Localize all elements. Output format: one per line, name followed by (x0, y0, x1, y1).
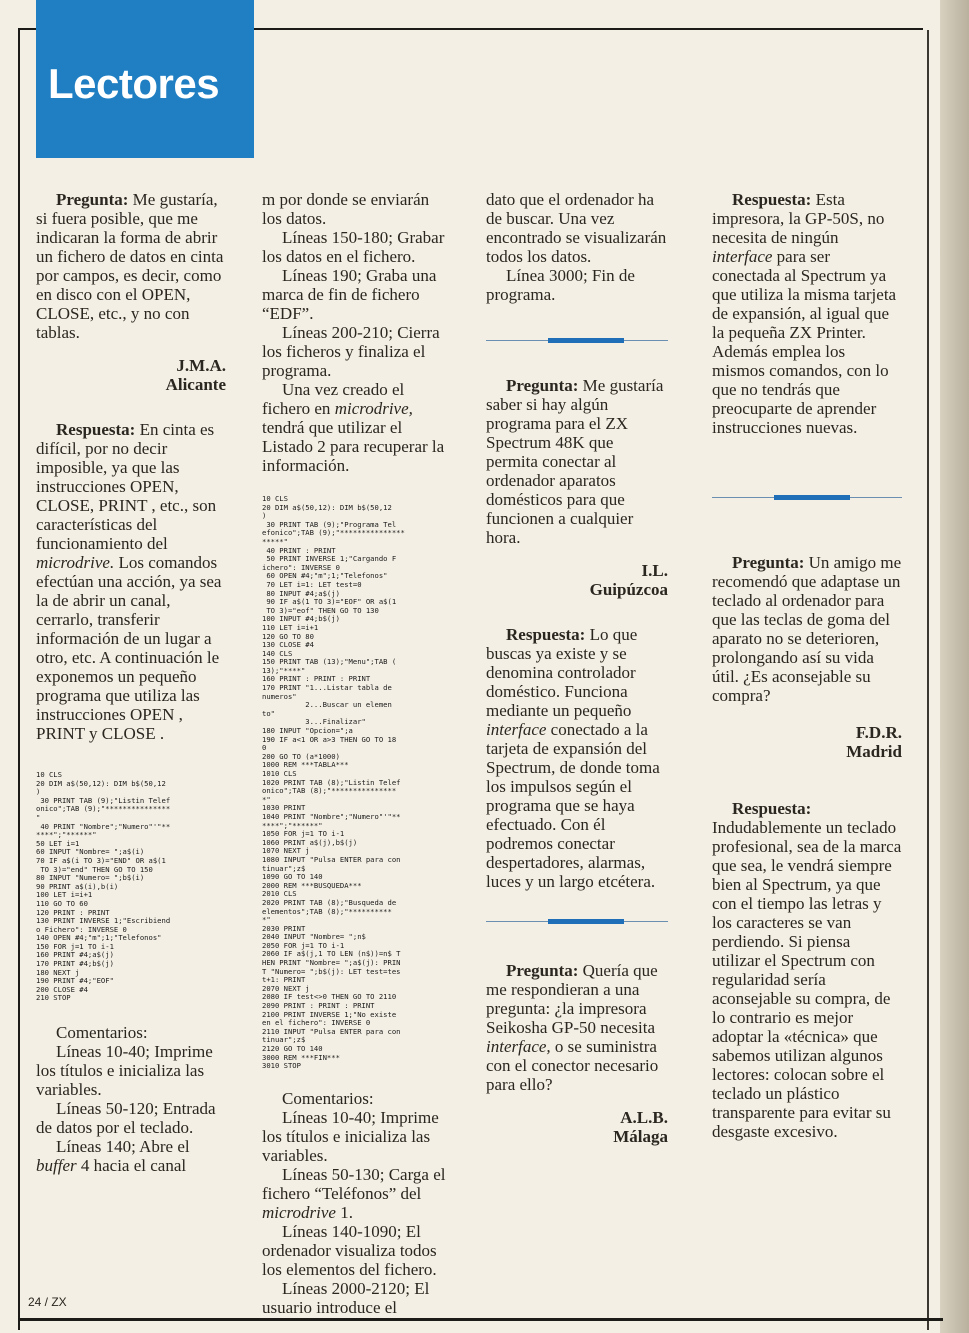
section-divider (486, 330, 668, 350)
page-number: 24 / ZX (28, 1295, 67, 1309)
answer-italic: microdrive. (36, 553, 115, 572)
comment-italic: microdrive (262, 1202, 336, 1222)
signature-initials: I.L. (641, 561, 668, 580)
comments-heading: Comentarios: (282, 1088, 374, 1108)
comment-text: 4 hacia el canal (76, 1156, 187, 1176)
signature-city: Guipúzcoa (589, 580, 668, 599)
section-divider (486, 911, 668, 931)
comment-text: 1. (335, 1202, 353, 1222)
answer-text: Lo que buscas ya existe y se denomina controlador doméstico. Funciona mediante un pequeño (486, 625, 638, 720)
question-text: Un amigo me recomendó que adaptase un teclado al ordenador para que las teclas de goma del aparato no se deterioren, prolongando así su vida útil. ¿Es aconsejable su compra? (712, 553, 902, 705)
paragraph: Línea 3000; Fin de programa. (486, 266, 635, 304)
answer-text: Esta impresora, la GP-50S, no necesita de ningún (712, 190, 885, 247)
column-1 (36, 190, 226, 1175)
comment-text: Líneas 50-130; Carga el fichero “Teléfonos” del (262, 1164, 446, 1203)
bottom-rule (18, 1318, 943, 1321)
signature-city: Madrid (846, 742, 902, 761)
answer-2 (486, 625, 668, 891)
right-rule (927, 30, 929, 1330)
question-3 (486, 961, 668, 1094)
comment-line: Líneas 2000-2120; El usuario introduce el (262, 1278, 430, 1317)
answer-1 (36, 420, 226, 743)
answer-text-cont: Los comandos efectúan una acción, ya sea la de abrir un canal, cerrarlo, transferir información de un lugar a otro, etc. A continuación le exponemos un pequeño programa que utiliza las instrucciones OPEN , PRINT y CLOSE . (36, 553, 222, 743)
answer-4 (712, 799, 902, 1141)
question-text: Me gustaría saber si hay algún programa para el ZX Spectrum 48K que permita conectar al ordenador aparatos domésticos para que funcionen a cualquier hora. (486, 376, 664, 547)
question-2 (486, 376, 668, 547)
paragraph: Líneas 150-180; Grabar los datos en el fichero. (262, 228, 445, 266)
comment-line: Líneas 10-40; Imprime los títulos e inicializa las variables. (262, 1107, 439, 1165)
signature-initials: A.L.B. (620, 1108, 668, 1127)
comment-text: Líneas 140; Abre el (56, 1137, 190, 1157)
signature-initials: F.D.R. (855, 723, 902, 742)
answer-label: Respuesta: (56, 420, 136, 439)
question-1 (36, 190, 226, 342)
left-rule (18, 28, 20, 1330)
column-3 (486, 190, 668, 1146)
section-title: Lectores (48, 60, 220, 107)
answer-label: Respuesta: (506, 625, 586, 644)
question-label: Pregunta: (56, 190, 129, 209)
comment-line: Líneas 50-120; Entrada de datos por el teclado. (36, 1099, 216, 1138)
signature-city: Alicante (165, 375, 226, 394)
question-italic: interface, (486, 1037, 551, 1056)
question-4 (712, 553, 902, 705)
question-text-cont: o se suministra con el conector necesario para ello? (486, 1037, 659, 1094)
paragraph: Líneas 200-210; Cierra los ficheros y finaliza el programa. (262, 323, 440, 380)
column-4 (712, 190, 902, 1141)
continued-text: dato que el ordenador ha de buscar. Una vez encontrado se visualizarán todos los datos. (486, 190, 667, 266)
question-label: Pregunta: (506, 961, 579, 980)
section-divider (712, 487, 902, 507)
answer-text-cont: para ser conectada al Spectrum ya que utiliza la misma tarjeta de expansión, al igual que la pequeña ZX Printer. Además emplea los mismos comandos, con lo que no tendrás que preocuparte de aprender instrucciones nuevas. (712, 247, 897, 437)
answer-italic: interface (486, 720, 547, 739)
paragraph: Líneas 190; Graba una marca de fin de fichero “EDF”. (262, 266, 437, 323)
comment-line (262, 1165, 452, 1222)
paragraph-text: Una vez creado el fichero en (262, 380, 405, 418)
question-label: Pregunta: (506, 376, 579, 395)
program-listing-1: 10 CLS 20 DIM a$(50,12): DIM b$(50,12 ) 30 PRINT TAB (9);"Listin Telef onico";TAB (9);"*************** " 40 PRINT "Nombre";"Numero"'"** ****";"******" 50 LET i=1 60 INPUT "Nombre= ";a$(i) 70 IF a$(i TO 3)="END" OR a$(1 TO 3)="end" THEN GO TO 150 80 INPUT "Numero= ";b$(i) 90 PRINT a$(i),b(i) 100 LET i=i+1 110 GO TO 60 120 PRINT : PRINT 130 PRINT INVERSE 1;"Escribiend o Fichero": INVERSE 0 140 OPEN #4;"m";1;"Telefonos" 150 FOR j=1 TO i-1 160 PRINT #4;a$(j) 170 PRINT #4;b$(j) 180 NEXT j 190 PRINT #4;"EOF" 200 CLOSE #4 210 STOP (36, 770, 171, 1003)
answer-3 (712, 190, 902, 437)
paragraph-italic: microdrive, (334, 399, 413, 418)
answer-italic: interface (712, 247, 773, 266)
comment-line (36, 1137, 226, 1175)
question-text: Quería que me respondieran a una pregunta: ¿la impresora Seikosha GP-50 necesita (486, 961, 658, 1037)
signature-city: Málaga (613, 1127, 668, 1146)
section-header (36, 0, 254, 158)
paragraph-text: tendrá que utilizar el Listado 2 para recuperar la información. (262, 418, 445, 475)
paragraph (262, 380, 452, 475)
signature-initials: J.M.A. (176, 356, 226, 375)
comments-heading: Comentarios: (56, 1023, 148, 1043)
comment-line: Líneas 10-40; Imprime los títulos e inicializa las variables. (36, 1042, 213, 1100)
answer-text: En cinta es difícil, por no decir imposible, ya que las instrucciones OPEN, CLOSE, PRINT , etc., son características del funcionamiento del (36, 420, 217, 553)
program-listing-2: 10 CLS 20 DIM a$(50,12): DIM b$(50,12 ) 30 PRINT TAB (9);"Programa Tel efonico";TAB (9);"*************** *****" 40 PRINT : PRINT 50 PRINT INVERSE 1;"Cargando F ichero": INVERSE 0 60 OPEN #4;"m";1;"Telefonos" 70 LET i=1: LET test=0 80 INPUT #4;a$(j) 90 IF a$(1 TO 3)="EOF" OR a$(1 TO 3)="eof" THEN GO TO 130 100 INPUT #4;b$(j) 110 LET i=i+1 120 GO TO 80 130 CLOSE #4 140 CLS 150 PRINT TAB (13);"Menu";TAB ( 13);"****" 160 PRINT : PRINT : PRINT 170 PRINT "1...Listar tabla de numeros" 2...Buscar un elemen to" 3...Finalizar" 180 INPUT "Opcion=";a 190 IF a<1 OR a>3 THEN GO TO 18 0 200 GO TO (a*1000) 1000 REM ***TABLA*** 1010 CLS 1020 PRINT TAB (8);"Listin Telef onico";TAB (8);"*************** *" 1030 PRINT 1040 PRINT "Nombre";"Numero"'"** ****";"******" 1050 FOR j=1 TO i-1 1060 PRINT a$(j),b$(j) 1070 NEXT j 1080 INPUT "Pulsa ENTER para con tinuar";z$ 1090 GO TO 140 2000 REM ***BUSQUEDA*** 2010 CLS 2020 PRINT TAB (8);"Busqueda de elementos";TAB (8);"********** *" 2030 PRINT 2040 INPUT "Nombre= ";n$ 2050 FOR j=1 TO i-1 2060 IF a$(j,1 TO LEN (n$))=n$ T HEN PRINT "Nombre= ";a$(j): PRIN T "Numero= ";b$(j): LET test=tes t+1: PRINT 2070 NEXT j 2080 IF test<>0 THEN GO TO 2110 2090 PRINT : PRINT : PRINT 2100 PRINT INVERSE 1;"No existe en el fichero": INVERSE 0 2110 INPUT "Pulsa ENTER para con tinuar";z$ 2120 GO TO 140 3000 REM ***FIN*** 3010 STOP (262, 494, 405, 1071)
question-text: Me gustaría, si fuera posible, que me indicaran la forma de abrir un fichero de datos en cinta por campos, es decir, como en disco con el OPEN, CLOSE, etc., y no con tablas. (36, 190, 224, 342)
answer-text: Indudablemente un teclado profesional, sea de la marca que sea, le vendrá siempre bien al Spectrum, ya que con el tiempo las letras y los caracteres se van perdiendo. Si piensa utilizar el Spectrum con regularidad sería aconsejable su compra, de lo contrario es mejor adoptar la «técnica» que sabemos utilizan algunos lectores: colocan sobre el teclado un plástico transparente para evitar su desgaste excesivo. (712, 818, 902, 1141)
page-edge-shadow (940, 0, 969, 1333)
continued-text: m por donde se enviarán los datos. (262, 190, 430, 228)
answer-text-cont: conectado a la tarjeta de expansión del Spectrum, de donde toma los impulsos según el programa que se haya efectuado. Con él podremos conectar despertadores, alarmas, luces y un largo etcétera. (486, 720, 660, 891)
answer-label: Respuesta: (732, 799, 812, 818)
answer-label: Respuesta: (732, 190, 812, 209)
comment-line: Líneas 140-1090; El ordenador visualiza todos los elementos del fichero. (262, 1221, 437, 1279)
comment-italic: buffer (36, 1156, 77, 1176)
column-2 (262, 190, 452, 1317)
question-label: Pregunta: (732, 553, 805, 572)
